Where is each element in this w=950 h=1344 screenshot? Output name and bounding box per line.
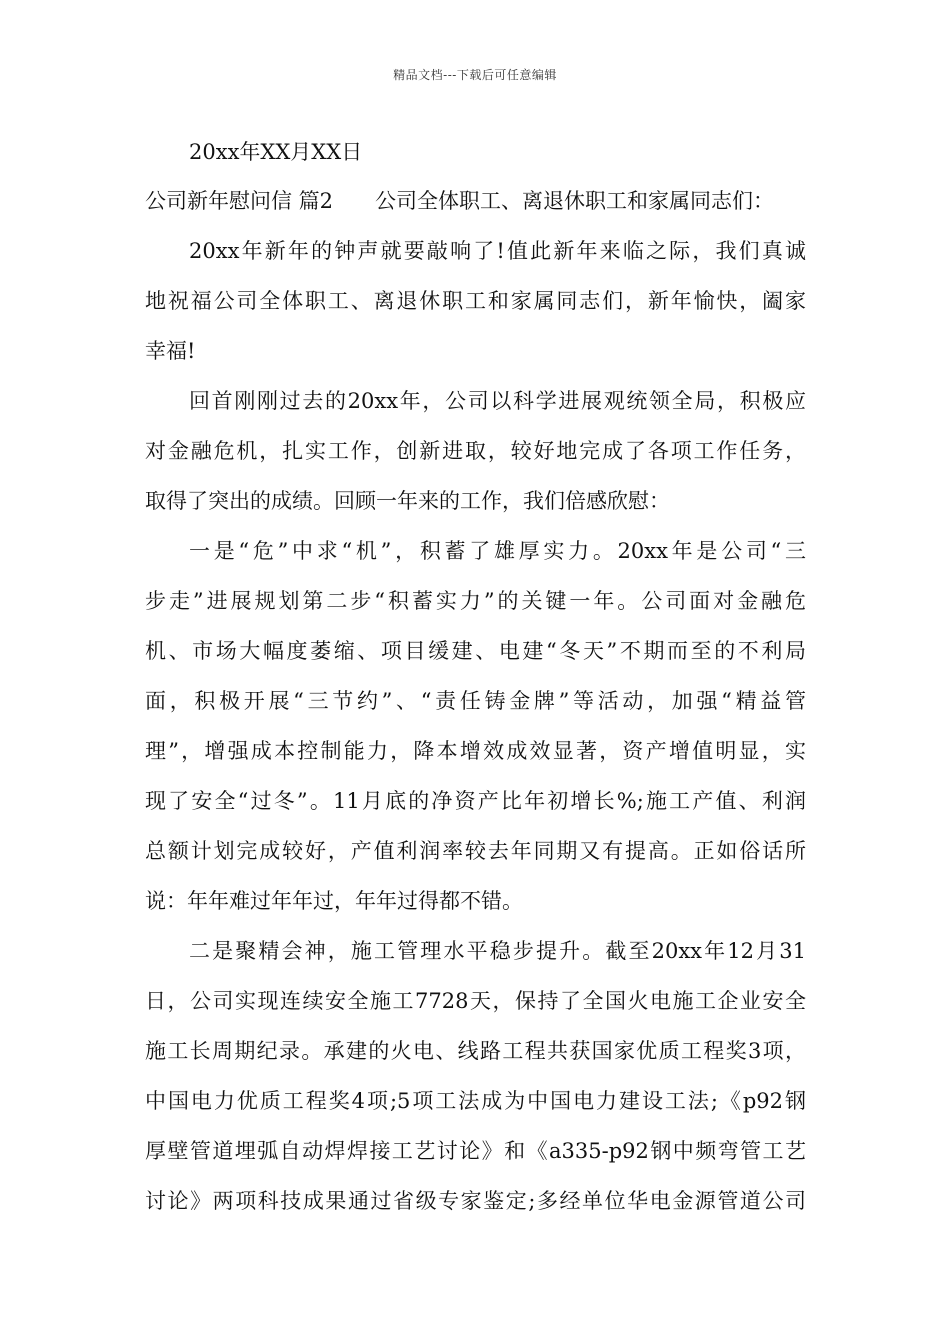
paragraph-line: 现了安全“过冬”。11月底的净资产比年初增长%;施工产值、利润 xyxy=(145,789,806,813)
paragraph-line: 地祝福公司全体职工、离退休职工和家属同志们，新年愉快，阖家 xyxy=(145,289,806,313)
paragraph-line: 幸福! xyxy=(145,339,196,363)
paragraph-line: 说：年年难过年年过，年年过得都不错。 xyxy=(145,889,523,913)
paragraph-line: 取得了突出的成绩。回顾一年来的工作，我们倍感欣慰： xyxy=(145,489,670,513)
paragraph-line: 施工长周期纪录。承建的火电、线路工程共获国家优质工程奖3项， xyxy=(145,1039,806,1063)
paragraph-line: 二是聚精会神，施工管理水平稳步提升。截至20xx年12月31 xyxy=(189,939,806,963)
paragraph-line: 回首刚刚过去的20xx年，公司以科学进展观统领全局，积极应 xyxy=(189,389,806,413)
page-header: 精品文档---下载后可任意编辑 xyxy=(393,68,557,82)
paragraph-line: 理”，增强成本控制能力，降本增效成效显著，资产增值明显，实 xyxy=(145,739,806,763)
paragraph-line: 步走”进展规划第二步“积蓄实力”的关键一年。公司面对金融危 xyxy=(145,589,806,613)
paragraph-line: 对金融危机，扎实工作，创新进取，较好地完成了各项工作任务， xyxy=(145,439,806,463)
paragraph-line: 中国电力优质工程奖4项;5项工法成为中国电力建设工法;《p92钢 xyxy=(145,1089,806,1113)
paragraph-line: 20xx年新年的钟声就要敲响了!值此新年来临之际，我们真诚 xyxy=(189,239,806,263)
paragraph-line: 一是“危”中求“机”，积蓄了雄厚实力。20xx年是公司“三 xyxy=(189,539,806,563)
paragraph-line: 机、市场大幅度萎缩、项目缓建、电建“冬天”不期而至的不利局 xyxy=(145,639,806,663)
title-line xyxy=(145,186,825,216)
paragraph-line: 面，积极开展“三节约”、“责任铸金牌”等活动，加强“精益管 xyxy=(145,689,806,713)
paragraph-line: 总额计划完成较好，产值利润率较去年同期又有提高。正如俗话所 xyxy=(145,839,806,863)
salutation: 公司全体职工、离退休职工和家属同志们： xyxy=(375,189,775,213)
paragraph-line: 讨论》两项科技成果通过省级专家鉴定;多经单位华电金源管道公司 xyxy=(145,1189,806,1213)
date-line: 20xx年XX月XX日 xyxy=(189,140,363,164)
paragraph-line: 厚壁管道埋弧自动焊焊接工艺讨论》和《a335-p92钢中频弯管工艺 xyxy=(145,1139,806,1163)
paragraph-line: 日，公司实现连续安全施工7728天，保持了全国火电施工企业安全 xyxy=(145,989,806,1013)
letter-title: 公司新年慰问信 篇2 xyxy=(145,189,334,213)
